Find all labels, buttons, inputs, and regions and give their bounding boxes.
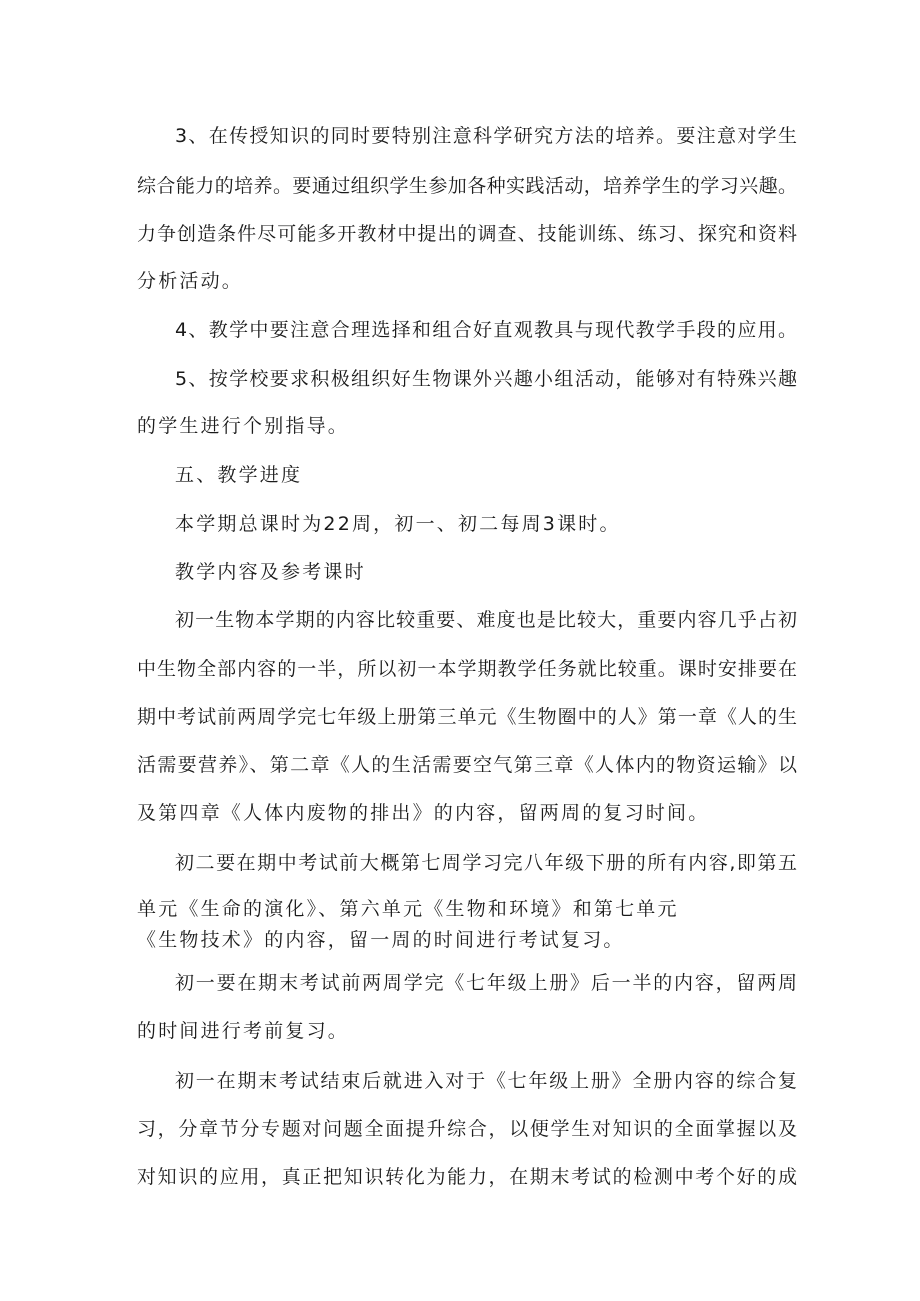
text-line: 活需要营养》、第二章《人的生活需要空气第三章《人体内的物资运输》以 <box>137 754 797 776</box>
subheading: 教学内容及参考课时 <box>175 561 366 583</box>
text-line: 分析活动。 <box>137 270 244 292</box>
text-line: 综合能力的培养。要通过组织学生参加各种实践活动，培养学生的学习兴趣。 <box>137 175 797 197</box>
text-line: 中生物全部内容的一半，所以初一本学期教学任务就比较重。课时安排要在 <box>137 658 797 680</box>
text-line: 3、在传授知识的同时要特别注意科学研究方法的培养。要注意对学生 <box>175 125 797 147</box>
text-line: 对知识的应用，真正把知识转化为能力，在期末考试的检测中考个好的成 <box>137 1166 797 1188</box>
text-line: 的时间进行考前复习。 <box>137 1020 350 1042</box>
text-line: 的学生进行个别指导。 <box>137 415 350 437</box>
text-line: 习，分章节分专题对问题全面提升综合，以便学生对知识的全面掌握以及 <box>137 1118 797 1140</box>
text-line: 初二要在期中考试前大概第七周学习完八年级下册的所有内容,即第五 <box>175 852 797 874</box>
text-line: 初一生物本学期的内容比较重要、难度也是比较大，重要内容几乎占初 <box>175 609 797 631</box>
text-line: 5、按学校要求积极组织好生物课外兴趣小组活动，能够对有特殊兴趣 <box>175 368 797 390</box>
text-line: 《生物技术》的内容，留一周的时间进行考试复习。 <box>137 929 625 951</box>
text-line: 初一要在期末考试前两周学完《七年级上册》后一半的内容，留两周 <box>175 972 797 994</box>
text-line: 本学期总课时为22周，初一、初二每周3课时。 <box>175 513 621 535</box>
text-line: 4、教学中要注意合理选择和组合好直观教具与现代教学手段的应用。 <box>175 319 797 341</box>
text-line: 及第四章《人体内废物的排出》的内容，留两周的复习时间。 <box>137 802 710 824</box>
text-line: 力争创造条件尽可能多开教材中提出的调查、技能训练、练习、探究和资料 <box>137 223 797 245</box>
text-line: 初一在期末考试结束后就进入对于《七年级上册》全册内容的综合复 <box>175 1070 797 1092</box>
text-line: 期中考试前两周学完七年级上册第三单元《生物圈中的人》第一章《人的生 <box>137 706 797 728</box>
text-line: 单元《生命的演化》、第六单元《生物和环境》和第七单元 <box>137 898 679 920</box>
section-heading: 五、教学进度 <box>175 464 303 486</box>
